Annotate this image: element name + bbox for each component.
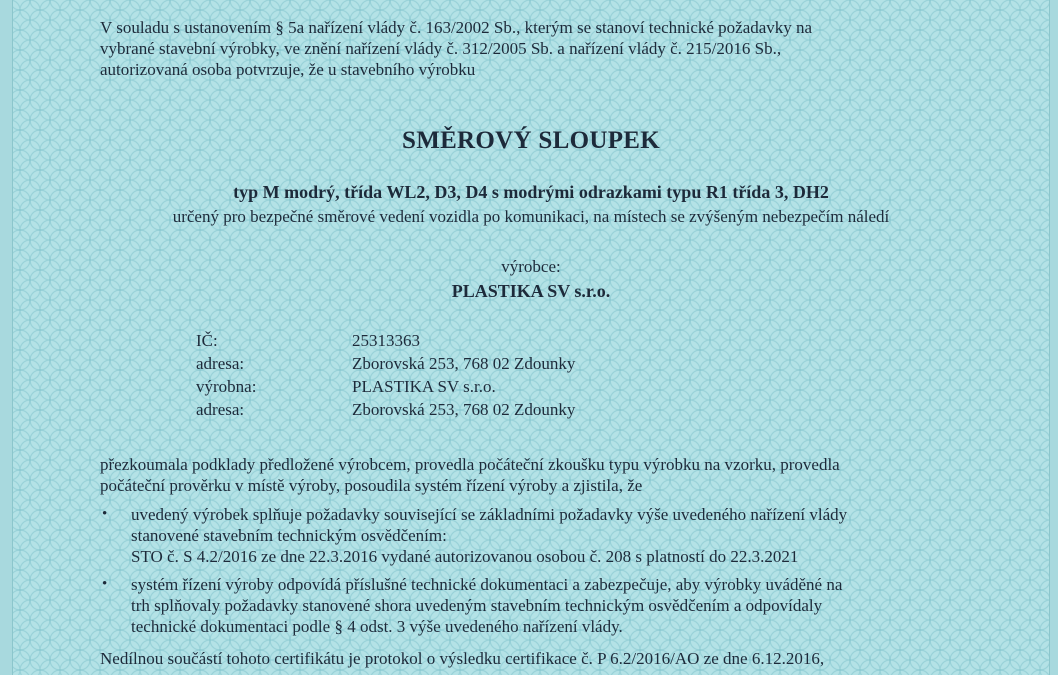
findings-line-1: přezkoumala podklady předložené výrobcem, provedla počáteční zkoušku typu výrobku na vzorku, provedla (100, 455, 840, 474)
bullet-marker: • (102, 506, 108, 522)
info-row-address (196, 353, 575, 376)
certificate-border-right (1049, 0, 1058, 675)
info-row-plant (196, 376, 575, 399)
bullet-item (100, 504, 962, 567)
certificate-border-left (0, 0, 13, 675)
bullet-line: STO č. S 4.2/2016 ze dne 22.3.2016 vydané autorizovanou osobou č. 208 s platností do 22.3.2021 (131, 547, 799, 566)
bullet-line: trh splňovaly požadavky stanovené shora uvedeným stavebním technickým osvědčením a odpovídaly (131, 596, 823, 615)
product-purpose: určený pro bezpečné směrové vedení vozidla po komunikaci, na místech se zvýšeným nebezpečím náledí (172, 207, 890, 226)
product-type-line: typ M modrý, třída WL2, D3, D4 s modrými odrazkami typu R1 třída 3, DH2 (233, 182, 829, 202)
closing-paragraph (100, 648, 962, 669)
findings-paragraph (100, 454, 962, 496)
info-key: adresa: (196, 400, 245, 419)
manufacturer-info-table (196, 330, 575, 422)
findings-line-2: počáteční prověrku v místě výroby, posoudila systém řízení výroby a zjistila, že (100, 476, 643, 495)
info-value: Zborovská 253, 768 02 Zdounky (352, 400, 576, 419)
info-key: výrobna: (196, 377, 257, 396)
info-key: IČ: (196, 331, 218, 350)
info-row-plant-address (196, 399, 575, 422)
bullet-text (131, 504, 962, 567)
info-value: PLASTIKA SV s.r.o. (352, 377, 496, 396)
bullet-line: systém řízení výroby odpovídá příslušné technické dokumentaci a zabezpečuje, aby výrobky uváděné na (131, 575, 843, 594)
closing-line-1: Nedílnou součástí tohoto certifikátu je protokol o výsledku certifikace č. P 6.2/2016/AO ze dne 6.12.2016, (100, 649, 825, 668)
bullet-text (131, 574, 962, 637)
bullet-line: stanovené stavebním technickým osvědčením: (131, 526, 447, 545)
info-key: adresa: (196, 354, 245, 373)
intro-line-3: autorizovaná osoba potvrzuje, že u stavebního výrobku (100, 60, 476, 79)
manufacturer-name: PLASTIKA SV s.r.o. (451, 281, 611, 301)
info-row-ico (196, 330, 575, 353)
intro-paragraph (100, 17, 962, 80)
intro-line-2: vybrané stavební výrobky, ve znění nařízení vlády č. 312/2005 Sb. a nařízení vlády č. 215/2016 Sb., (100, 39, 782, 58)
product-title: SMĚROVÝ SLOUPEK (401, 127, 660, 154)
intro-line-1: V souladu s ustanovením § 5a nařízení vlády č. 163/2002 Sb., kterým se stanoví technické požadavky na (100, 18, 813, 37)
bullet-marker: • (102, 576, 108, 592)
info-value: Zborovská 253, 768 02 Zdounky (352, 354, 576, 373)
bullet-item (100, 574, 962, 637)
bullet-line: technické dokumentaci podle § 4 odst. 3 výše uvedeného nařízení vlády. (131, 617, 623, 636)
info-value: 25313363 (352, 331, 420, 350)
bullet-line: uvedený výrobek splňuje požadavky související se základními požadavky výše uvedeného nařízení vlády (131, 505, 848, 524)
manufacturer-label: výrobce: (501, 257, 561, 276)
